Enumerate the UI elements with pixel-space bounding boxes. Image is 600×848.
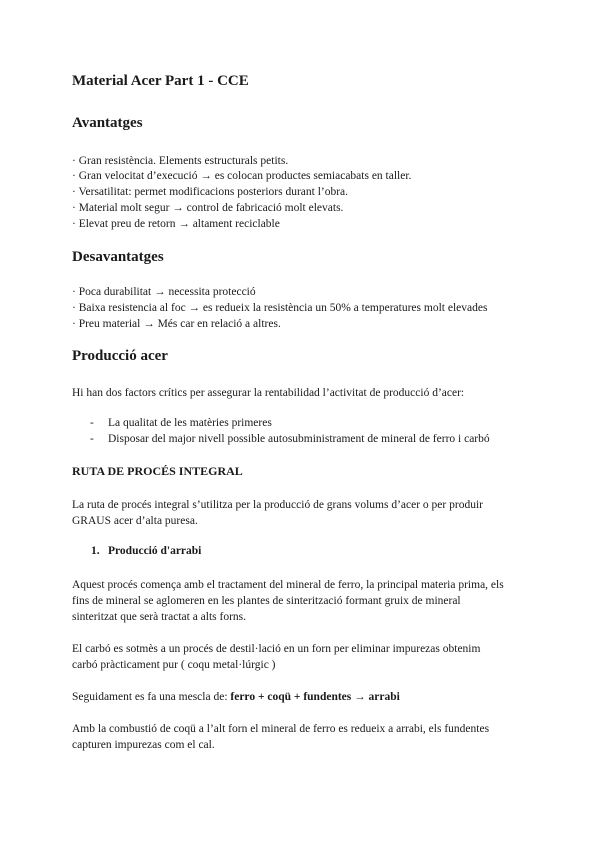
paragraph-line: capturen impurezas com el cal. bbox=[72, 739, 215, 751]
list-dash: - bbox=[90, 417, 94, 429]
mixture-prefix: Seguidament es fa una mescla de: bbox=[72, 691, 231, 703]
heading-desavantatges: Desavantatges bbox=[72, 249, 164, 265]
desavantatge-item: · Preu material → Més car en relació a altres. bbox=[72, 318, 281, 330]
list-dash: - bbox=[90, 433, 94, 445]
step-number: 1. bbox=[91, 545, 100, 557]
avantatge-item: · Gran resistència. Elements estructurals petits. bbox=[72, 155, 289, 167]
paragraph-line: El carbó es sotmès a un procés de destil·lació en un forn per eliminar impurezas obtenim bbox=[72, 643, 481, 655]
step-title: Producció d'arrabi bbox=[108, 545, 202, 557]
document-title: Material Acer Part 1 - CCE bbox=[72, 73, 249, 89]
desavantatge-item: · Baixa resistencia al foc → es redueix la resistència un 50% a temperatures molt elevades bbox=[72, 302, 488, 314]
produccio-intro: Hi han dos factors crítics per assegurar la rentabilidad l’activitat de producció d’acer: bbox=[72, 387, 465, 399]
heading-avantatges: Avantatges bbox=[72, 115, 143, 131]
desavantatge-item: · Poca durabilitat → necessita protecció bbox=[72, 286, 256, 298]
ruta-paragraph-line: GRAUS acer d’alta puresa. bbox=[72, 515, 198, 527]
ruta-paragraph-line: La ruta de procés integral s’utilitza per la producció de grans volums d’acer o per produir bbox=[72, 499, 483, 511]
paragraph-line: Aquest procés comença amb el tractament del mineral de ferro, la principal materia prima, els bbox=[72, 579, 504, 591]
factor-text: La qualitat de les matèries primeres bbox=[108, 417, 272, 429]
avantatge-item: · Versatilitat: permet modificacions posteriors durant l’obra. bbox=[72, 186, 349, 198]
factor-list-item bbox=[90, 433, 490, 445]
mixture-line bbox=[72, 689, 400, 705]
avantatge-item: · Elevat preu de retorn → altament reciclable bbox=[72, 218, 280, 230]
paragraph-line: fins de mineral se aglomeren en les plantes de sinterització formant gruix de mineral bbox=[72, 595, 461, 607]
heading-produccio-acer: Producció acer bbox=[72, 348, 168, 364]
paragraph-line: sinteritzat que serà tractat a alts forns. bbox=[72, 611, 247, 623]
avantatge-item: · Gran velocitat d’execució → es colocan productes semiacabats en taller. bbox=[72, 170, 412, 182]
mixture-formula: ferro + coqü + fundentes → arrabi bbox=[230, 691, 400, 703]
factor-text: Disposar del major nivell possible autosubministrament de mineral de ferro i carbó bbox=[108, 433, 490, 445]
step-heading-produccio-arrabi bbox=[91, 545, 201, 557]
paragraph-line: carbó pràcticament pur ( coqu metal·lúrgic ) bbox=[72, 659, 276, 671]
avantatge-item: · Material molt segur → control de fabricació molt elevats. bbox=[72, 202, 344, 214]
factor-list-item bbox=[90, 417, 272, 429]
heading-ruta-proces-integral: RUTA DE PROCÉS INTEGRAL bbox=[72, 464, 243, 478]
paragraph-line: Amb la combustió de coqü a l’alt forn el mineral de ferro es redueix a arrabi, els fundentes bbox=[72, 723, 490, 735]
